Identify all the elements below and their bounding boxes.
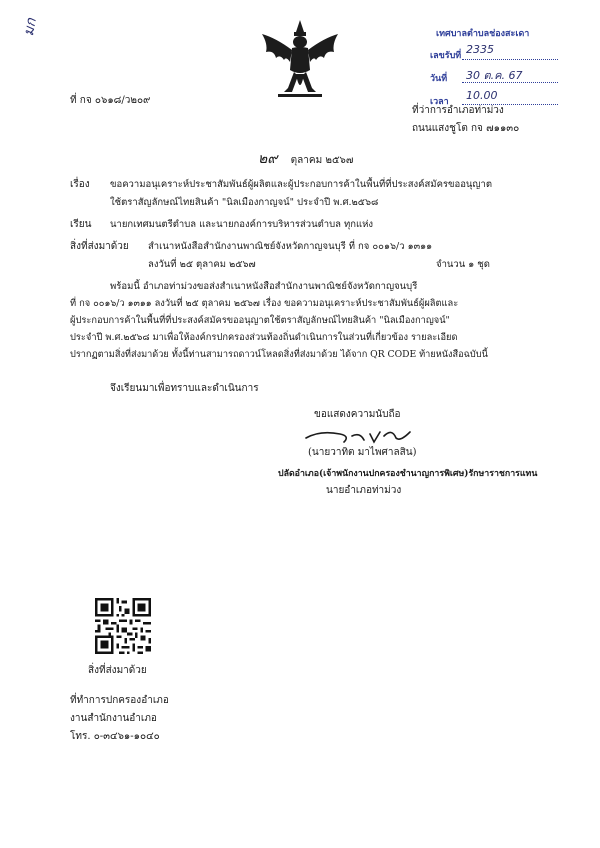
body-line: พร้อมนี้ อำเภอท่าม่วงขอส่งสำเนาหนังสือสำนักงานพาณิชย์จังหวัดกาญจนบุรี [110,281,418,292]
document-number: ที่ กจ ๐๖๑๘/ว๒๐๙ [70,95,151,106]
garuda-emblem-icon [258,18,342,102]
receive-stamp [396,26,564,106]
signer-name: (นายวาทิต มาไพศาลสิน) [308,447,417,458]
office-name: ที่ว่าการอำเภอท่าม่วง [412,105,504,116]
closing-phrase: ขอแสดงความนับถือ [314,409,401,420]
margin-handwritten-note: มก [20,17,40,38]
body-line: ที่ กจ ๐๐๑๖/ว ๑๓๑๑ ลงวันที่ ๒๕ ตุลาคม ๒๕๖๗ เรื่อง ขอความอนุเคราะห์ประชาสัมพันธ์ผู้ผลิตและ [70,298,459,309]
stamp-org: เทศบาลตำบลช่องสะเดา [436,29,530,39]
body-line: ประจำปี พ.ศ.๒๕๖๘ มาเพื่อให้องค์กรปกครองส่วนท้องถิ่นดำเนินการในส่วนที่เกี่ยวข้อง รายละเอียด [70,332,458,343]
salutation-text: นายกเทศมนตรีตำบล และนายกองค์การบริหารส่วนตำบล ทุกแห่ง [110,219,374,230]
date-day: ๒๙ [258,151,278,167]
subject-line-1: ขอความอนุเคราะห์ประชาสัมพันธ์ผู้ผลิตและผู้ประกอบการค้าในพื้นที่ที่ประสงค์สมัครขออนุญาต [110,179,493,190]
letter-date [258,148,353,170]
handwritten-signature [300,422,420,448]
stamp-receive-label: เลขรับที่ [430,51,462,61]
footer-phone: โทร. ๐-๓๔๖๑-๑๐๔๐ [70,731,160,742]
salutation-label: เรียน [70,219,92,230]
enclosure-label: สิ่งที่ส่งมาด้วย [70,241,129,252]
enclosure-count: จำนวน ๑ ชุด [436,259,490,270]
enclosure-line-2: ลงวันที่ ๒๕ ตุลาคม ๒๕๖๗ [148,259,256,270]
subject-label: เรื่อง [70,179,90,190]
footer-enclosure-note: สิ่งที่ส่งมาด้วย [88,665,147,676]
body-line: ผู้ประกอบการค้าในพื้นที่ที่ประสงค์สมัครขออนุญาตใช้ตราสัญลักษณ์ไทยสินค้า "นิลเมืองกาญจน์" [70,315,450,326]
footer-department: ที่ทำการปกครองอำเภอ [70,695,169,706]
footer-section: งานสำนักงานอำเภอ [70,713,157,724]
closing-sentence: จึงเรียนมาเพื่อทราบและดำเนินการ [110,383,259,394]
stamp-time-label: เวลา [430,97,449,107]
enclosure-line-1: สำเนาหนังสือสำนักงานพาณิชย์จังหวัดกาญจนบุรี ที่ กจ ๐๐๑๖/ว ๑๓๑๑ [148,241,433,252]
date-month-year: ตุลาคม ๒๕๖๗ [290,155,354,166]
subject-line-2: ใช้ตราสัญลักษณ์ไทยสินค้า "นิลเมืองกาญจน์" ประจำปี พ.ศ.๒๕๖๘ [110,197,379,208]
signer-title: ปลัดอำเภอ(เจ้าพนักงานปกครองชำนาญการพิเศษ)รักษาราชการแทน [278,469,538,479]
stamp-time-value: 10.00 [466,89,498,102]
stamp-date-label: วันที่ [430,74,448,84]
office-address: ถนนแสงชูโต กจ ๗๑๑๓๐ [412,123,520,134]
body-line: ปรากฏตามสิ่งที่ส่งมาด้วย ทั้งนี้ท่านสามารถดาวน์โหลดสิ่งที่ส่งมาด้วย ได้จาก QR CODE ท้ายหนังสือฉบับนี้ [70,349,488,360]
body-paragraph [70,278,540,363]
stamp-receive-value: 2335 [466,43,494,56]
qr-code-icon [95,598,151,654]
signer-position: นายอำเภอท่าม่วง [326,485,402,496]
stamp-date-value: 30 ต.ค. 67 [466,69,523,82]
